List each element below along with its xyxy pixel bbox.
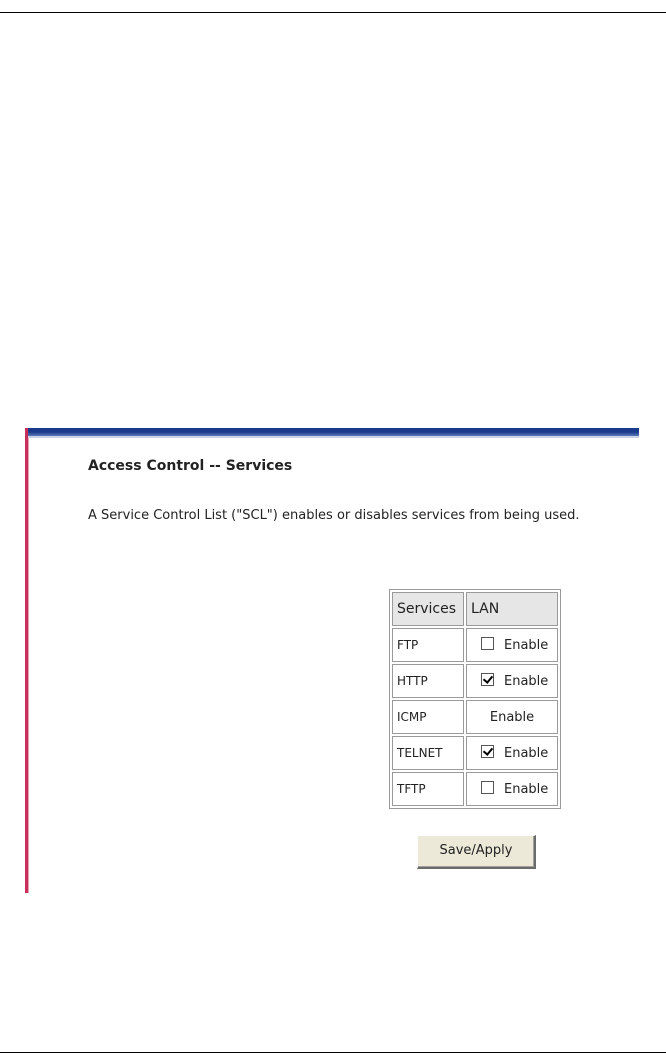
ftp-enable-checkbox[interactable] [481,637,494,650]
save-apply-button[interactable]: Save/Apply [417,835,536,869]
ftp-enable-label: Enable [504,638,549,653]
http-enable-label: Enable [504,674,549,689]
table-row [392,772,558,806]
table-row [392,628,558,662]
lan-cell-telnet [466,736,558,770]
lan-cell-ftp [466,628,558,662]
header-bar-shadow [25,436,639,438]
service-name-icmp: ICMP [392,700,464,734]
left-frame-border-inner [28,438,29,893]
telnet-enable-checkbox[interactable] [481,745,494,758]
tftp-enable-checkbox[interactable] [481,781,494,794]
service-name-telnet: TELNET [392,736,464,770]
tftp-enable-label: Enable [504,782,549,797]
service-name-ftp: FTP [392,628,464,662]
table-row [392,736,558,770]
top-divider [0,12,666,13]
services-table [389,589,561,809]
table-row [392,664,558,698]
bottom-divider [0,1052,666,1053]
service-name-http: HTTP [392,664,464,698]
header-bar [25,428,639,436]
service-name-tftp: TFTP [392,772,464,806]
lan-cell-http [466,664,558,698]
router-admin-panel [25,428,639,893]
services-column-header: Services [392,592,464,626]
table-row [392,700,558,734]
page-description: A Service Control List ("SCL") enables or disables services from being used. [88,508,580,523]
table-header-row [392,592,558,626]
lan-cell-icmp [466,700,558,734]
http-enable-checkbox[interactable] [481,673,494,686]
icmp-enable-label: Enable [489,709,535,725]
lan-column-header: LAN [466,592,558,626]
telnet-enable-label: Enable [504,746,549,761]
lan-cell-tftp [466,772,558,806]
page-title: Access Control -- Services [88,458,293,474]
